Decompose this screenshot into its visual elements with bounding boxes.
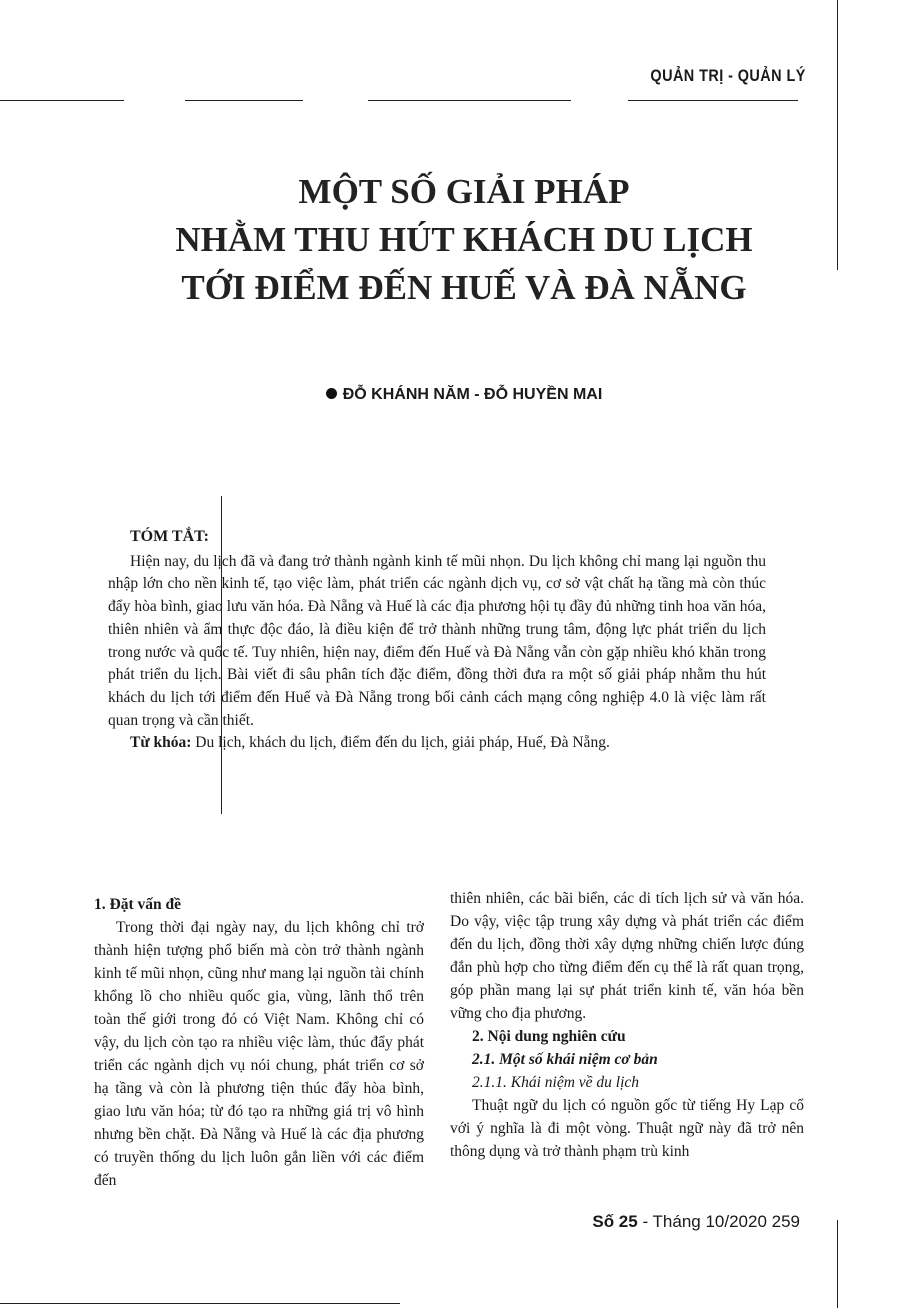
- abstract-heading: TÓM TẮT:: [130, 528, 209, 545]
- keywords: [130, 732, 766, 755]
- title-line: MỘT SỐ GIẢI PHÁP: [298, 172, 630, 211]
- title-line: TỚI ĐIỂM ĐẾN HUẾ VÀ ĐÀ NẴNG: [181, 268, 747, 307]
- authors: [0, 386, 898, 404]
- title-line: NHẰM THU HÚT KHÁCH DU LỊCH: [175, 220, 753, 259]
- bullet-dot-icon: [326, 388, 337, 399]
- margin-line-bottom: [837, 1220, 838, 1308]
- body-paragraph: thiên nhiên, các bãi biển, các di tích lịch sử và văn hóa. Do vậy, việc tập trung xây dựng và phát triển các điểm đến du lịch, đồng thời xây dựng những chiến lược đúng đắn phù hợp cho từng điểm đến cụ thể là rất quan trọng, góp phần mang lại sự phát triển kinh tế, văn hóa bền vững cho địa phương.: [450, 890, 804, 1022]
- issue-number: Số 25: [592, 1212, 638, 1231]
- header-rule-segment: [185, 100, 303, 101]
- section-heading: 1. Đặt vấn đề: [94, 896, 181, 913]
- author-names: ĐỖ KHÁNH NĂM - ĐỖ HUYỀN MAI: [342, 386, 603, 403]
- right-column: [450, 887, 804, 1163]
- keywords-label: Từ khóa:: [130, 734, 192, 752]
- body-paragraph: Thuật ngữ du lịch có nguồn gốc từ tiếng Hy Lạp cổ với ý nghĩa là đi một vòng. Thuật ngữ này đã trở nên thông dụng và trở thành phạm trù kinh: [450, 1097, 804, 1160]
- header-rule-segment: [628, 100, 798, 101]
- section-heading: 2. Nội dung nghiên cứu: [472, 1028, 626, 1045]
- header-rule-segment: [368, 100, 571, 101]
- keywords-text: Du lịch, khách du lịch, điểm đến du lịch, giải pháp, Huế, Đà Nẵng.: [191, 734, 610, 752]
- left-column: [94, 893, 424, 1192]
- page-footer: [592, 1212, 800, 1232]
- subsection-heading: 2.1. Một số khái niệm cơ bản: [472, 1051, 658, 1068]
- abstract: [108, 526, 766, 755]
- page-number: 259: [771, 1212, 800, 1231]
- header-rule-segment: [0, 100, 124, 101]
- bottom-scan-edge: [0, 1303, 400, 1304]
- article-title: [0, 168, 898, 312]
- body-paragraph: Trong thời đại ngày nay, du lịch không chỉ trở thành hiện tượng phổ biến mà còn trở thành ngành kinh tế mũi nhọn, cũng như mang lại nguồn tài chính khổng lồ cho nhiều quốc gia, vùng, lãnh thổ trên toàn thế giới trong đó có Việt Nam. Không chỉ có vậy, du lịch còn tạo ra nhiều việc làm, thúc đẩy phát triển các ngành dịch vụ nói chung, phát triển cơ sở hạ tầng và còn là phương tiện thúc đẩy hòa bình, giao lưu văn hóa; từ đó tạo ra những giá trị vô hình nhưng bền chặt. Đà Nẵng và Huế là các địa phương có truyền thống du lịch luôn gắn liền với các điểm đến: [94, 919, 424, 1189]
- issue-date: - Tháng 10/2020: [637, 1212, 772, 1231]
- abstract-body: Hiện nay, du lịch đã và đang trở thành ngành kinh tế mũi nhọn. Du lịch không chỉ mang lại nguồn thu nhập lớn cho nền kinh tế, tạo việc làm, phát triển các ngành dịch vụ, cơ sở vật chất hạ tầng mà còn thúc đẩy hòa bình, giao lưu văn hóa. Đà Nẵng và Huế là các địa phương hội tụ đầy đủ những tinh hoa văn hóa, thiên nhiên và ẩm thực độc đáo, là điều kiện để trở thành những trung tâm, động lực phát triển du lịch trong nước và quốc tế. Tuy nhiên, hiện nay, điểm đến Huế và Đà Nẵng vẫn còn gặp nhiều khó khăn trong phát triển du lịch. Bài viết đi sâu phân tích đặc điểm, đồng thời đưa ra một số giải pháp nhằm thu hút khách du lịch tới điểm đến Huế và Đà Nẵng trong bối cảnh cách mạng công nghiệp 4.0 là việc làm rất quan trọng và cần thiết.: [108, 552, 766, 729]
- section-label: QUẢN TRỊ - QUẢN LÝ: [650, 66, 806, 85]
- subsubsection-heading: 2.1.1. Khái niệm về du lịch: [472, 1074, 640, 1091]
